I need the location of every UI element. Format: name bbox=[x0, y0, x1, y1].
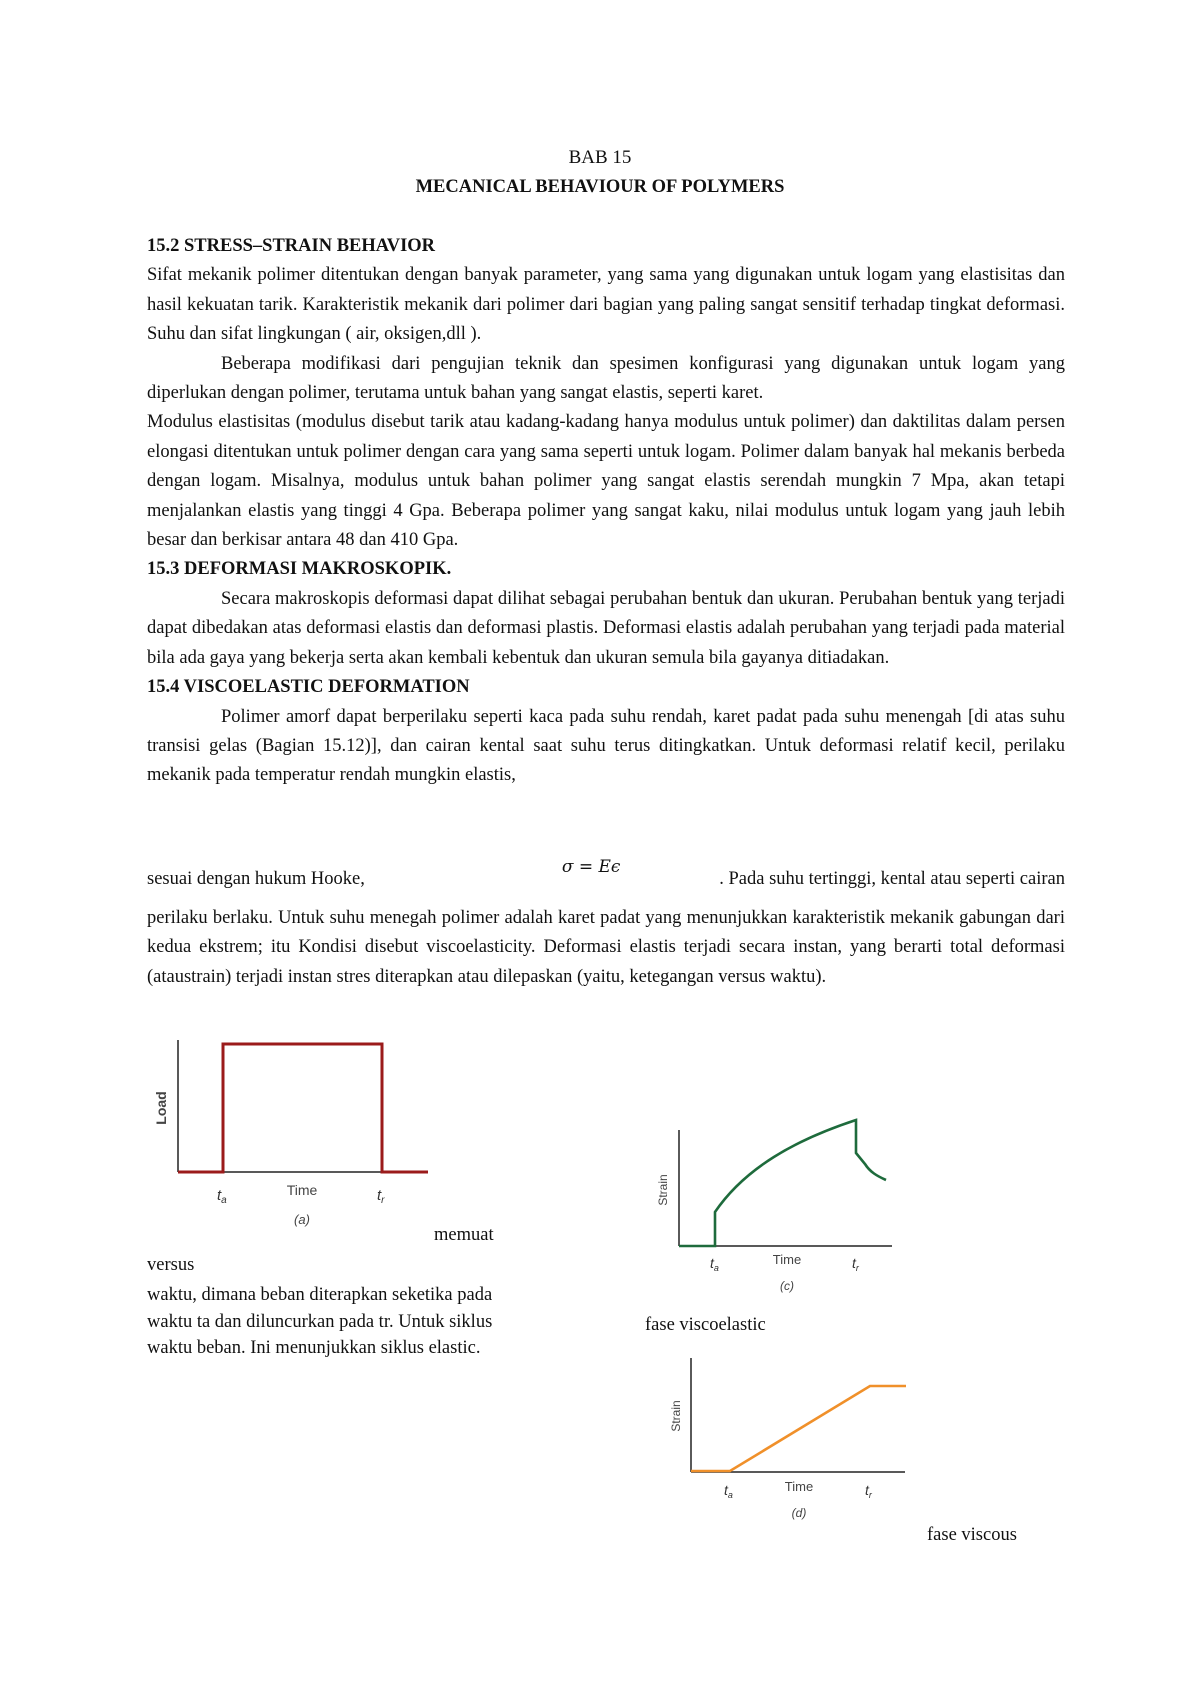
section-15-4-continued bbox=[147, 904, 1065, 992]
t-end-label: $t_r$ bbox=[377, 1187, 385, 1206]
description-line: waktu beban. Ini menunjukkan siklus elastic. bbox=[147, 1338, 481, 1358]
viscous-strain-curve bbox=[691, 1386, 906, 1471]
t-end-label: $t_r$ bbox=[865, 1482, 872, 1500]
t-start-label: $t_a$ bbox=[217, 1187, 227, 1206]
y-axis-label: Strain bbox=[669, 1400, 683, 1432]
figure-a-description bbox=[147, 1282, 492, 1362]
hooke-text-before: sesuai dengan hukum Hooke, bbox=[147, 869, 365, 889]
figure-a-load-chart bbox=[150, 1030, 450, 1230]
t-start-label: $t_a$ bbox=[710, 1255, 719, 1273]
section-heading: 15.2 STRESS–STRAIN BEHAVIOR bbox=[147, 236, 436, 256]
figure-caption: (c) bbox=[780, 1279, 794, 1293]
paragraph: perilaku berlaku. Untuk suhu menegah polimer adalah karet padat yang menunjukkan karakteristik mekanik gabungan dari kedua ekstrem; itu Kondisi disebut viscoelasticity. Deformasi elastis terjadi secara instan, yang berarti total deformasi (ataustrain) terjadi instan stres diterapkan atau dilepaskan (yaitu, ketegangan versus waktu). bbox=[147, 908, 1065, 987]
paragraph: Modulus elastisitas (modulus disebut tarik atau kadang-kadang hanya modulus untuk polimer) dan daktilitas dalam persen elongasi ditentukan untuk polimer dengan cara yang sama seperti untuk logam. Polimer dalam banyak hal mekanis berbeda dengan logam. Misalnya, modulus untuk bahan polimer yang sangat elastis serendah mungkin 7 Mpa, akan tetapi menjalankan elastis yang tinggi 4 Gpa. Beberapa polimer yang sangat kaku, nilai modulus untuk logam yang jauh lebih besar dan berkisar antara 48 dan 410 Gpa. bbox=[147, 412, 1065, 551]
hooke-formula: σ = Eϵ bbox=[561, 857, 621, 877]
description-line: waktu ta dan diluncurkan pada tr. Untuk siklus bbox=[147, 1311, 493, 1332]
figure-c-label: fase viscoelastic bbox=[645, 1315, 766, 1335]
x-axis-label: Time bbox=[784, 1479, 814, 1494]
load-curve bbox=[178, 1044, 428, 1172]
figure-d-label: fase viscous bbox=[927, 1525, 1017, 1545]
paragraph: Sifat mekanik polimer ditentukan dengan banyak parameter, yang sama yang digunakan untuk logam yang elastisitas dan hasil kekuatan tarik. Karakteristik mekanik dari polimer dari bagian yang paling sangat sensitif terhadap tingkat deformasi. Suhu dan sifat lingkungan ( air, oksigen,dll ). bbox=[147, 265, 1065, 345]
paragraph: Beberapa modifikasi dari pengujian teknik dan spesimen konfigurasi yang digunakan untuk logam yang diperlukan dengan polimer, terutama untuk bahan yang sangat elastis, seperti karet. bbox=[147, 353, 1065, 404]
y-axis-label: Load bbox=[153, 1091, 169, 1125]
section-heading: 15.3 DEFORMASI MAKROSKOPIK. bbox=[147, 559, 452, 580]
figure-d-strain-chart bbox=[665, 1350, 920, 1530]
t-end-label: $t_r$ bbox=[852, 1255, 859, 1273]
y-axis-label: Strain bbox=[656, 1174, 670, 1206]
section-heading: 15.4 VISCOELASTIC DEFORMATION bbox=[147, 677, 470, 698]
description-line: waktu, dimana beban diterapkan seketika pada bbox=[147, 1285, 493, 1305]
viscoelastic-strain-curve bbox=[679, 1120, 886, 1246]
figure-caption: (d) bbox=[791, 1506, 807, 1520]
hooke-line bbox=[147, 857, 1065, 892]
chapter-title: MECANICAL BEHAVIOUR OF POLYMERS bbox=[415, 177, 785, 197]
x-axis-label: Time bbox=[286, 1182, 318, 1198]
t-start-label: $t_a$ bbox=[724, 1482, 733, 1500]
chapter-number: BAB 15 bbox=[568, 147, 632, 168]
hooke-text-after: . Pada suhu tertinggi, kental atau seperti cairan bbox=[719, 869, 1065, 889]
figure-a-text-memuat: memuat bbox=[434, 1225, 494, 1245]
figure-c-strain-chart bbox=[655, 1110, 910, 1300]
section-15-2 bbox=[147, 232, 1065, 791]
paragraph: Polimer amorf dapat berperilaku seperti kaca pada suhu rendah, karet padat pada suhu menengah [di atas suhu transisi gelas (Bagian 15.12)], dan cairan kental saat suhu terus ditingkatkan. Untuk deformasi relatif kecil, perilaku mekanik pada temperatur rendah mungkin elastis, bbox=[147, 706, 1065, 786]
figure-a-text-versus: versus bbox=[147, 1255, 195, 1275]
figure-caption: (a) bbox=[294, 1212, 310, 1227]
x-axis-label: Time bbox=[772, 1252, 802, 1267]
paragraph: Secara makroskopis deformasi dapat dilihat sebagai perubahan bentuk dan ukuran. Perubahan bentuk yang terjadi dapat dibedakan atas deformasi elastis dan deformasi plastis. Deformasi elastis adalah perubahan yang terjadi pada material bila ada gaya yang bekerja serta akan kembali kebentuk dan ukuran semula bila gayanya ditiadakan. bbox=[147, 588, 1065, 668]
